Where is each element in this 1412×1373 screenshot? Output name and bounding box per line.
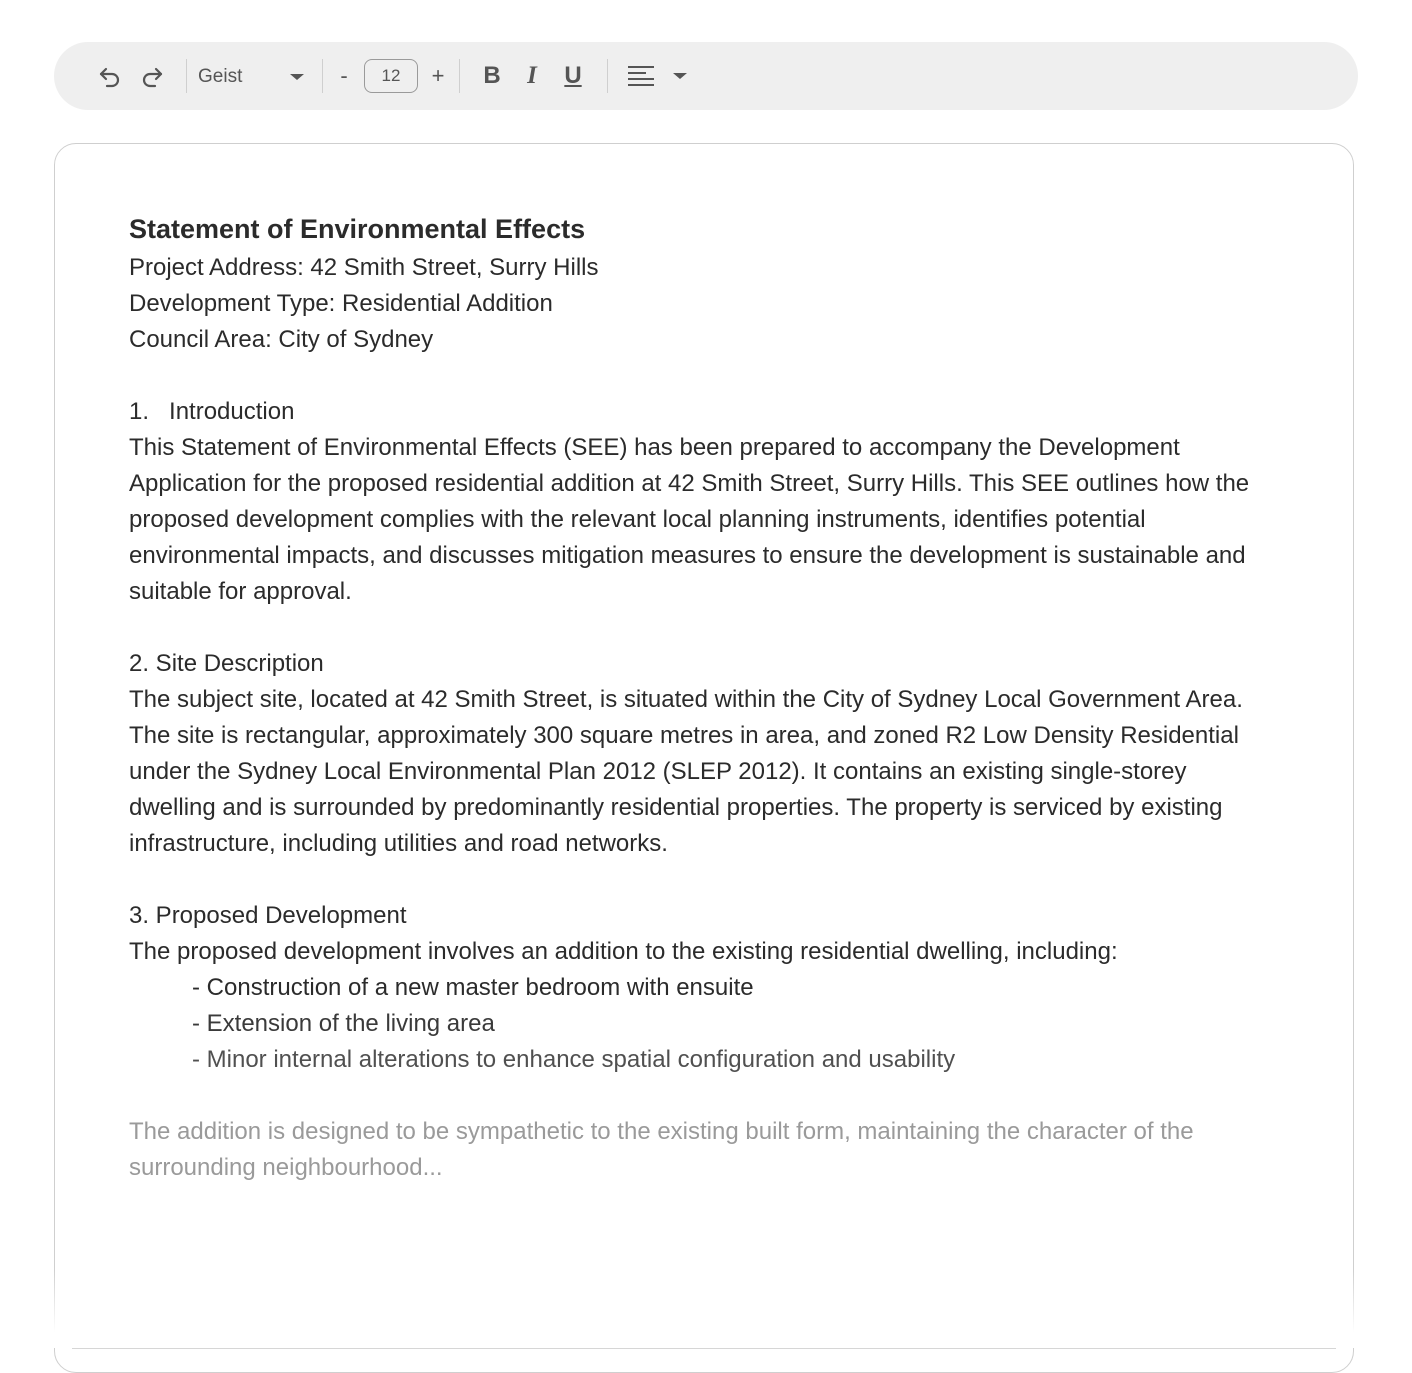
underline-button[interactable]: U — [564, 62, 582, 89]
font-size-input[interactable]: 12 — [364, 59, 418, 93]
divider — [72, 1348, 1336, 1349]
list-item: - Extension of the living area — [192, 1010, 495, 1037]
council-area: Council Area: City of Sydney — [129, 326, 434, 353]
redo-button[interactable] — [136, 62, 168, 90]
editor-bottom-fade — [40, 1270, 1370, 1348]
font-family-select[interactable] — [198, 60, 308, 92]
section-heading-introduction: 1. Introduction — [129, 398, 295, 425]
redo-icon — [139, 64, 165, 88]
increase-font-size-button[interactable]: + — [431, 63, 445, 88]
development-type: Development Type: Residential Addition — [129, 290, 553, 317]
align-left-icon — [627, 64, 655, 88]
italic-button[interactable]: I — [527, 62, 537, 89]
chevron-down-icon — [288, 72, 306, 82]
toolbar-divider — [607, 59, 608, 93]
document-editor[interactable] — [54, 143, 1354, 1373]
document-content[interactable] — [129, 208, 1279, 1186]
section-body-site-description: The subject site, located at 42 Smith Street, is situated within the City of Sydney Local Government Area. The site is rectangular, approximately 300 square metres in area, and zoned R2 Low Density Residential under the Sydney Local Environmental Plan 2012 (SLEP 2012). It contains an existing single-storey dwelling and is surrounded by predominantly residential properties. The property is serviced by existing infrastructure, including utilities and road networks. — [129, 686, 1243, 857]
document-title: Statement of Environmental Effects — [129, 214, 586, 244]
toolbar-divider — [186, 59, 187, 93]
section-body-introduction: This Statement of Environmental Effects (SEE) has been prepared to accompany the Development Application for the proposed residential addition at 42 Smith Street, Surry Hills. This SEE outlines how the proposed development complies with the relevant local planning instruments, identifies potential environmental impacts, and discusses mitigation measures to ensure the development is sustainable and suitable for approval. — [129, 434, 1250, 605]
bold-button[interactable]: B — [483, 62, 501, 89]
font-family-value: Geist — [198, 66, 243, 87]
toolbar-divider — [459, 59, 460, 93]
text-align-button[interactable] — [624, 60, 658, 92]
decrease-font-size-button[interactable]: - — [340, 63, 348, 88]
section-heading-site-description: 2. Site Description — [129, 650, 324, 677]
chevron-down-icon — [672, 71, 688, 81]
formatting-toolbar — [54, 42, 1358, 110]
list-item: - Construction of a new master bedroom with ensuite — [192, 974, 754, 1001]
closing-paragraph: The addition is designed to be sympathetic to the existing built form, maintaining the character of the surrounding neighbourhood... — [129, 1118, 1194, 1181]
section-heading-proposed-development: 3. Proposed Development — [129, 902, 407, 929]
section-intro-proposed-development: The proposed development involves an addition to the existing residential dwelling, including: — [129, 938, 1118, 965]
text-align-dropdown[interactable] — [668, 60, 692, 92]
undo-icon — [97, 64, 123, 88]
toolbar-divider — [322, 59, 323, 93]
undo-button[interactable] — [94, 62, 126, 90]
list-item: - Minor internal alterations to enhance spatial configuration and usability — [192, 1046, 956, 1073]
project-address: Project Address: 42 Smith Street, Surry Hills — [129, 254, 599, 281]
